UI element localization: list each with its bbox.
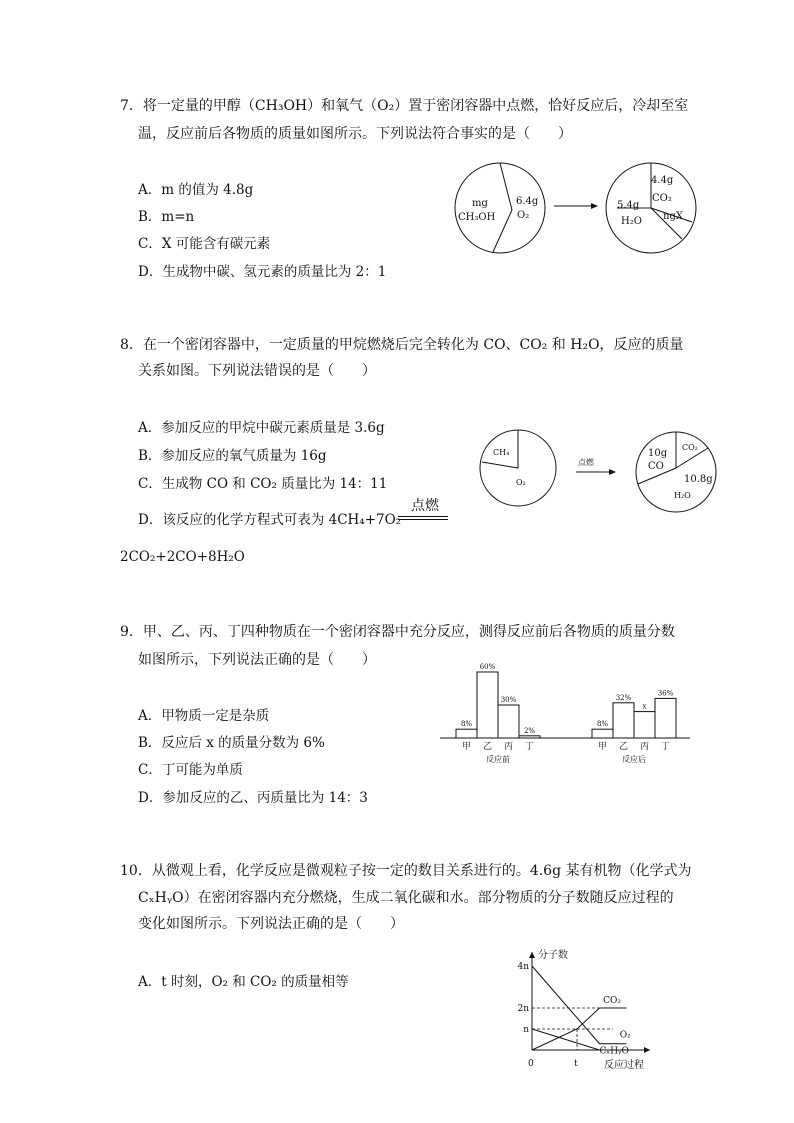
- q9-bar-1-2: [634, 712, 655, 738]
- q7-option-d: D．生成物中碳、氢元素的质量比为 2：1: [138, 264, 387, 280]
- q9-stem-line2: 如图所示，下列说法正确的是（ ）: [138, 652, 376, 668]
- q9-bar-1-3: [655, 698, 676, 738]
- q9-stem-line1: 9．甲、乙、丙、丁四种物质在一个密闭容器中充分反应，测得反应前后各物质的质量分数: [120, 624, 675, 640]
- q9-bar-label-1-0: 8%: [596, 720, 609, 729]
- q9-bar-label-0-2: 30%: [500, 696, 517, 704]
- q8-option-a: A．参加反应的甲烷中碳元素质量是 3.6g: [138, 420, 385, 436]
- q9-bar-label-1-1: 32%: [615, 693, 632, 702]
- q9-chart-title-0: 反应前: [486, 755, 510, 764]
- q7-label-mass-o2: 6.4g: [516, 196, 539, 207]
- q10-x-tick-0: 0: [528, 1059, 534, 1069]
- q9-bar-label-1-2: x: [642, 702, 647, 711]
- q9-chart-title-1: 反应后: [622, 755, 646, 764]
- q10-stem-line2: CₓHᵧO）在密闭容器内充分燃烧，生成二氧化碳和水。部分物质的分子数随反应过程的: [138, 890, 674, 906]
- q7-pie-before-divider: [493, 163, 512, 252]
- q7-option-c: C．X 可能含有碳元素: [138, 236, 271, 252]
- q9-bar-label-1-3: 36%: [657, 689, 674, 698]
- q7-pie-before: [455, 163, 545, 253]
- q9-bar-chart: [440, 660, 702, 770]
- q7-label-h2o: H₂O: [621, 216, 642, 227]
- q7-label-o2: O₂: [517, 210, 530, 221]
- q8-stem-line2: 关系如图。下列说法错误的是（ ）: [138, 363, 376, 379]
- q8-label-co2: CO₂: [682, 443, 698, 452]
- q10-x-label: 反应过程: [604, 1060, 644, 1071]
- q9-option-b: B．反应后 x 的质量分数为 6%: [138, 735, 325, 751]
- q8-stem-line1: 8．在一个密闭容器中，一定质量的甲烷燃烧后完全转化为 CO、CO₂ 和 H₂O，反应的质量: [120, 337, 684, 353]
- q8-condition: 点燃: [411, 498, 439, 514]
- q9-category-1-3: 丁: [660, 742, 671, 752]
- q9-bar-label-0-3: 2%: [523, 726, 536, 735]
- q9-category-0-3: 丁: [524, 742, 535, 752]
- q8-option-c: C．生成物 CO 和 CO₂ 质量比为 14：11: [138, 476, 388, 492]
- q7-label-mass-co2: 4.4g: [651, 175, 674, 186]
- q10-series-label-2: CₓHᵧO: [599, 1046, 629, 1057]
- q7-arrow-head: [591, 203, 598, 209]
- q9-bar-label-0-0: 8%: [460, 720, 473, 729]
- q9-category-0-2: 丙: [503, 742, 514, 752]
- q7-option-b: B．m=n: [138, 209, 195, 225]
- q9-bar-1-1: [613, 703, 634, 738]
- q10-series-label-1: O₂: [619, 1030, 631, 1041]
- q10-series-label-0: CO₂: [603, 996, 621, 1006]
- q9-category-1-2: 丙: [639, 742, 650, 752]
- q9-bar-0-0: [456, 729, 477, 738]
- q9-option-a: A．甲物质一定是杂质: [138, 708, 270, 724]
- q9-option-d: D．参加反应的乙、丙质量比为 14：3: [138, 790, 368, 806]
- q10-stem-line3: 变化如图所示。下列说法正确的是（ ）: [138, 916, 404, 932]
- q9-option-c: C．丁可能为单质: [138, 762, 243, 778]
- q7-label-x: ngX: [663, 211, 683, 222]
- q7-option-a: A．m 的值为 4.8g: [138, 182, 254, 198]
- q8-equals-bar-top: [398, 516, 448, 517]
- q9-bar-0-1: [477, 672, 498, 738]
- q8-equals-bar-bottom: [398, 519, 448, 520]
- q9-bar-0-3: [519, 736, 540, 738]
- q7-stem-line1: 7．将一定量的甲醇（CH₃OH）和氧气（O₂）置于密闭容器中点燃，恰好反应后，冷却至室: [120, 98, 689, 114]
- q10-y-tick-1: 2n: [517, 1004, 529, 1014]
- q9-bar-0-2: [498, 705, 519, 738]
- q8-option-d: D．该反应的化学方程式可表为 4CH₄+7O₂: [138, 512, 402, 528]
- q8-label-h2o: H₂O: [674, 491, 691, 500]
- q7-label-co2: CO₂: [652, 193, 672, 204]
- q8-option-b: B．参加反应的氧气质量为 16g: [138, 448, 327, 464]
- q10-stem-line1: 10．从微观上看，化学反应是微观粒子按一定的数目关系进行的。4.6g 某有机物（化学式为: [120, 863, 692, 879]
- q10-y-tick-0: n: [523, 1025, 529, 1035]
- q8-option-d-tail: 2CO₂+2CO+8H₂O: [120, 549, 245, 565]
- q7-label-ch3oh: CH₃OH: [458, 212, 496, 223]
- q8-arrow-label: 点燃: [578, 458, 594, 467]
- q10-option-a: A．t 时刻，O₂ 和 CO₂ 的质量相等: [138, 974, 349, 990]
- q8-label-ch4: CH₄: [493, 448, 510, 457]
- q10-y-label: 分子数: [538, 950, 568, 961]
- q9-bar-1-0: [592, 729, 613, 738]
- q9-bar-label-0-1: 60%: [479, 663, 496, 671]
- q9-category-1-1: 乙: [618, 742, 629, 752]
- q7-stem-line2: 温，反应前后各物质的质量如图所示。下列说法符合事实的是（ ）: [138, 126, 572, 142]
- q8-label-mass-h2o: 10.8g: [684, 474, 713, 485]
- q8-label-co: CO: [648, 461, 664, 472]
- q8-label-o2: O₂: [516, 478, 526, 487]
- q8-figure: [478, 428, 758, 518]
- q10-x-tick-t: t: [574, 1059, 578, 1069]
- q7-figure: [450, 160, 730, 260]
- q8-arrow-head: [609, 469, 616, 475]
- q7-label-mass-m: mg: [472, 198, 488, 209]
- q9-category-1-0: 甲: [597, 742, 608, 752]
- q10-y-tick-2: 4n: [517, 962, 529, 972]
- q8-label-mass-co: 10g: [648, 448, 668, 459]
- q9-category-0-0: 甲: [461, 742, 472, 752]
- q7-label-mass-h2o: 5.4g: [617, 200, 640, 211]
- q10-line-chart: [512, 942, 672, 1072]
- q9-category-0-1: 乙: [482, 742, 493, 752]
